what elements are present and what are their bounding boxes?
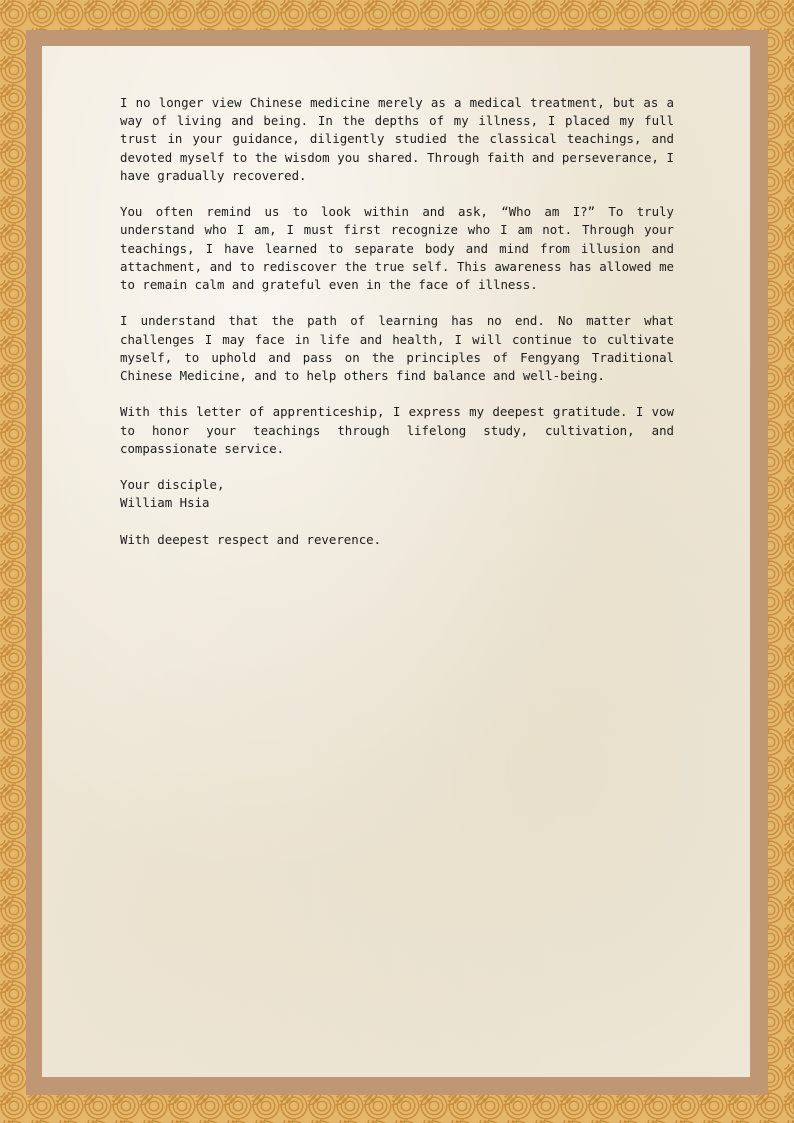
signature-name: William Hsia: [120, 495, 210, 511]
closing-text: With deepest respect and reverence.: [120, 531, 382, 547]
signoff-text: Your disciple,: [120, 477, 225, 493]
letter-paragraph-1: I no longer view Chinese medicine merely as a medical treatment, but as a way of living and being. In the depths of my illness, I placed my full trust in your guidance, diligently studied the classical teachings, and devoted myself to the wisdom you shared. Through faith and perseverance, I have gradually recovered.: [120, 95, 674, 183]
signature-block: [120, 476, 674, 512]
letter-paragraph-3: I understand that the path of learning has no end. No matter what challenges I may face in life and health, I will continue to cultivate myself, to uphold and pass on the principles of Fengyang Traditional Chinese Medicine, and to help others find balance and well-being.: [120, 313, 674, 384]
letter-paragraph-2: You often remind us to look within and ask, “Who am I?” To truly understand who I am, I must first recognize who I am not. Through your teachings, I have learned to separate body and mind from illusion and attachment, and to rediscover the true self. This awareness has allowed me to remain calm and grateful even in the face of illness.: [120, 204, 674, 293]
letter-body: [120, 94, 674, 567]
letter-paragraph-4: With this letter of apprenticeship, I express my deepest gratitude. I vow to honor your teachings through lifelong study, cultivation, and compassionate service.: [120, 404, 674, 456]
